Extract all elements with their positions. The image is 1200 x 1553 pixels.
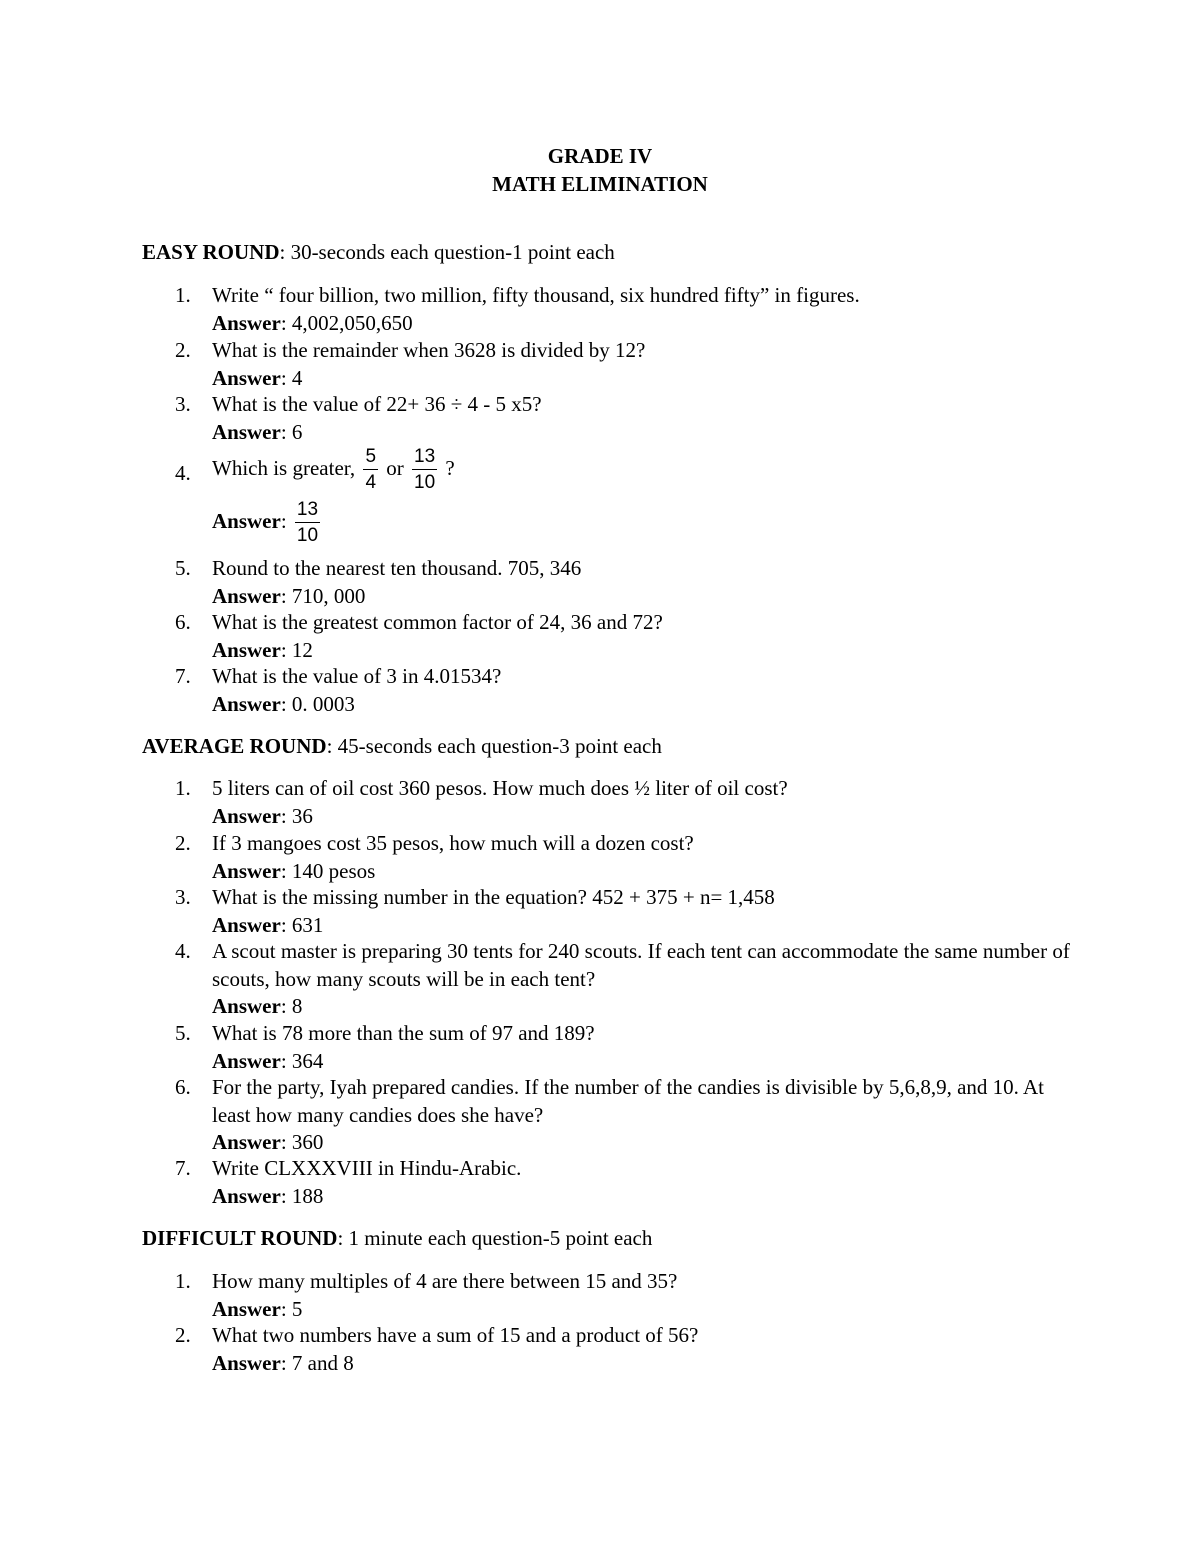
question-text: What is 78 more than the sum of 97 and 189? (212, 1021, 595, 1045)
difficult-question-2 (142, 1322, 1082, 1377)
answer-value: : 188 (280, 1183, 324, 1208)
question-text: Round to the nearest ten thousand. 705, 346 (212, 556, 582, 580)
answer-line (212, 583, 1082, 611)
easy-question-5 (142, 555, 1082, 610)
question-number: 1. (175, 1269, 191, 1293)
fraction-numerator: 13 (295, 499, 320, 523)
answer-value: : 7 and 8 (280, 1350, 354, 1375)
answer-label: Answer (212, 1048, 281, 1073)
answer-value: : 710, 000 (280, 583, 366, 608)
average-question-4 (142, 938, 1082, 1021)
question-number: 7. (175, 1156, 191, 1180)
answer-value: : 4,002,050,650 (280, 310, 413, 335)
question-number: 4. (175, 461, 191, 485)
question-number: 3. (175, 885, 191, 909)
answer-label: Answer (212, 858, 281, 883)
question-number: 7. (175, 664, 191, 688)
question-text: How many multiples of 4 are there between 15 and 35? (212, 1269, 678, 1293)
fraction-numerator: 13 (412, 446, 437, 470)
answer-label: Answer (212, 994, 281, 1018)
answer-line (212, 310, 1082, 338)
answer-line (212, 691, 1082, 719)
answer-value: : 8 (280, 994, 303, 1018)
question-text: What is the remainder when 3628 is divided by 12? (212, 338, 646, 362)
answer-value: : 631 (280, 912, 324, 937)
average-question-6 (142, 1074, 1082, 1157)
question-number: 1. (175, 776, 191, 800)
answer-label: Answer (212, 1296, 281, 1321)
fraction-denominator: 10 (296, 525, 319, 546)
difficult-round-description: : 1 minute each question-5 point each (337, 1226, 653, 1250)
answer-value: : 12 (280, 637, 313, 662)
answer-label: Answer (212, 1183, 281, 1208)
answer-value: : 0. 0003 (280, 691, 355, 716)
average-question-1 (142, 775, 1082, 830)
fraction-numerator: 5 (363, 446, 378, 470)
average-question-7 (142, 1155, 1082, 1210)
answer-label: Answer (212, 508, 281, 533)
question-text: Write CLXXXVIII in Hindu-Arabic. (212, 1156, 522, 1180)
question-text: What is the value of 22+ 36 ÷ 4 - 5 x5? (212, 392, 542, 416)
answer-line (212, 1129, 1082, 1157)
difficult-round-label: DIFFICULT ROUND (142, 1226, 338, 1250)
answer-line (212, 637, 1082, 665)
question-number: 6. (175, 610, 191, 634)
answer-label: Answer (212, 419, 281, 444)
answer-prefix: : (280, 508, 287, 533)
easy-round-label: EASY ROUND (142, 240, 280, 264)
question-mark: ? (445, 455, 455, 480)
question-text: A scout master is preparing 30 tents for 240 scouts. If each tent can accommodate the same number of scouts, how many scouts will be in each tent? (212, 939, 1070, 991)
question-number: 1. (175, 283, 191, 307)
average-question-5 (142, 1020, 1082, 1075)
question-number: 2. (175, 1323, 191, 1347)
answer-label: Answer (212, 691, 281, 716)
answer-fraction (295, 499, 320, 547)
answer-line (212, 858, 1082, 886)
answer-line (212, 499, 1082, 547)
question-text-or: or (386, 455, 404, 480)
question-text: What is the value of 3 in 4.01534? (212, 664, 502, 688)
answer-line (212, 1350, 1082, 1378)
answer-line (212, 803, 1082, 831)
question-number: 6. (175, 1075, 191, 1099)
question-text-prefix: Which is greater, (212, 455, 356, 480)
easy-question-1 (142, 282, 1082, 337)
answer-line (212, 993, 1082, 1021)
answer-value: : 36 (280, 803, 313, 828)
question-number: 5. (175, 1021, 191, 1045)
easy-round-heading (142, 238, 615, 266)
easy-question-3 (142, 391, 1082, 446)
question-text: For the party, Iyah prepared candies. If the number of the candies is divisible by 5,6,8,9, and 10. At least how many candies does she have? (212, 1075, 1045, 1127)
fraction-denominator: 4 (365, 472, 377, 493)
answer-label: Answer (212, 637, 281, 662)
answer-line (212, 419, 1082, 447)
answer-value: : 360 (280, 1130, 324, 1154)
fraction-five-fourths (363, 446, 378, 494)
answer-value: : 140 pesos (280, 858, 376, 883)
easy-question-6 (142, 609, 1082, 664)
answer-label: Answer (212, 803, 281, 828)
answer-line (212, 912, 1082, 940)
question-text: What is the missing number in the equation? 452 + 375 + n= 1,458 (212, 885, 775, 909)
question-text (212, 446, 1082, 494)
answer-value: : 5 (280, 1296, 303, 1321)
average-round-heading (142, 732, 662, 760)
answer-label: Answer (212, 1130, 281, 1154)
answer-value: : 364 (280, 1048, 324, 1073)
easy-round-description: : 30-seconds each question-1 point each (279, 240, 615, 264)
answer-value: : 4 (280, 365, 303, 390)
question-number: 2. (175, 338, 191, 362)
average-question-3 (142, 884, 1082, 939)
question-number: 4. (175, 939, 191, 963)
average-round-label: AVERAGE ROUND (142, 734, 327, 758)
average-round-description: : 45-seconds each question-3 point each (326, 734, 662, 758)
answer-label: Answer (212, 1350, 281, 1375)
question-text: What two numbers have a sum of 15 and a product of 56? (212, 1323, 699, 1347)
average-question-2 (142, 830, 1082, 885)
easy-question-7 (142, 663, 1082, 718)
answer-line (212, 1048, 1082, 1076)
title-subject: MATH ELIMINATION (492, 172, 708, 196)
question-text: What is the greatest common factor of 24, 36 and 72? (212, 610, 663, 634)
answer-label: Answer (212, 365, 281, 390)
answer-line (212, 1183, 1082, 1211)
question-text: 5 liters can of oil cost 360 pesos. How much does ½ liter of oil cost? (212, 776, 788, 800)
fraction-thirteen-tenths (412, 446, 437, 494)
question-number: 5. (175, 556, 191, 580)
easy-question-4 (142, 446, 1082, 547)
question-number: 2. (175, 831, 191, 855)
answer-label: Answer (212, 583, 281, 608)
title-grade: GRADE IV (547, 144, 653, 168)
answer-line (212, 1296, 1082, 1324)
question-text: If 3 mangoes cost 35 pesos, how much will a dozen cost? (212, 831, 694, 855)
question-text: Write “ four billion, two million, fifty thousand, six hundred fifty” in figures. (212, 283, 860, 307)
answer-value: : 6 (280, 419, 303, 444)
difficult-round-heading (142, 1224, 652, 1252)
answer-label: Answer (212, 310, 281, 335)
easy-question-2 (142, 337, 1082, 392)
answer-label: Answer (212, 912, 281, 937)
question-number: 3. (175, 392, 191, 416)
difficult-question-1 (142, 1268, 1082, 1323)
fraction-denominator: 10 (414, 472, 436, 493)
answer-line (212, 365, 1082, 393)
